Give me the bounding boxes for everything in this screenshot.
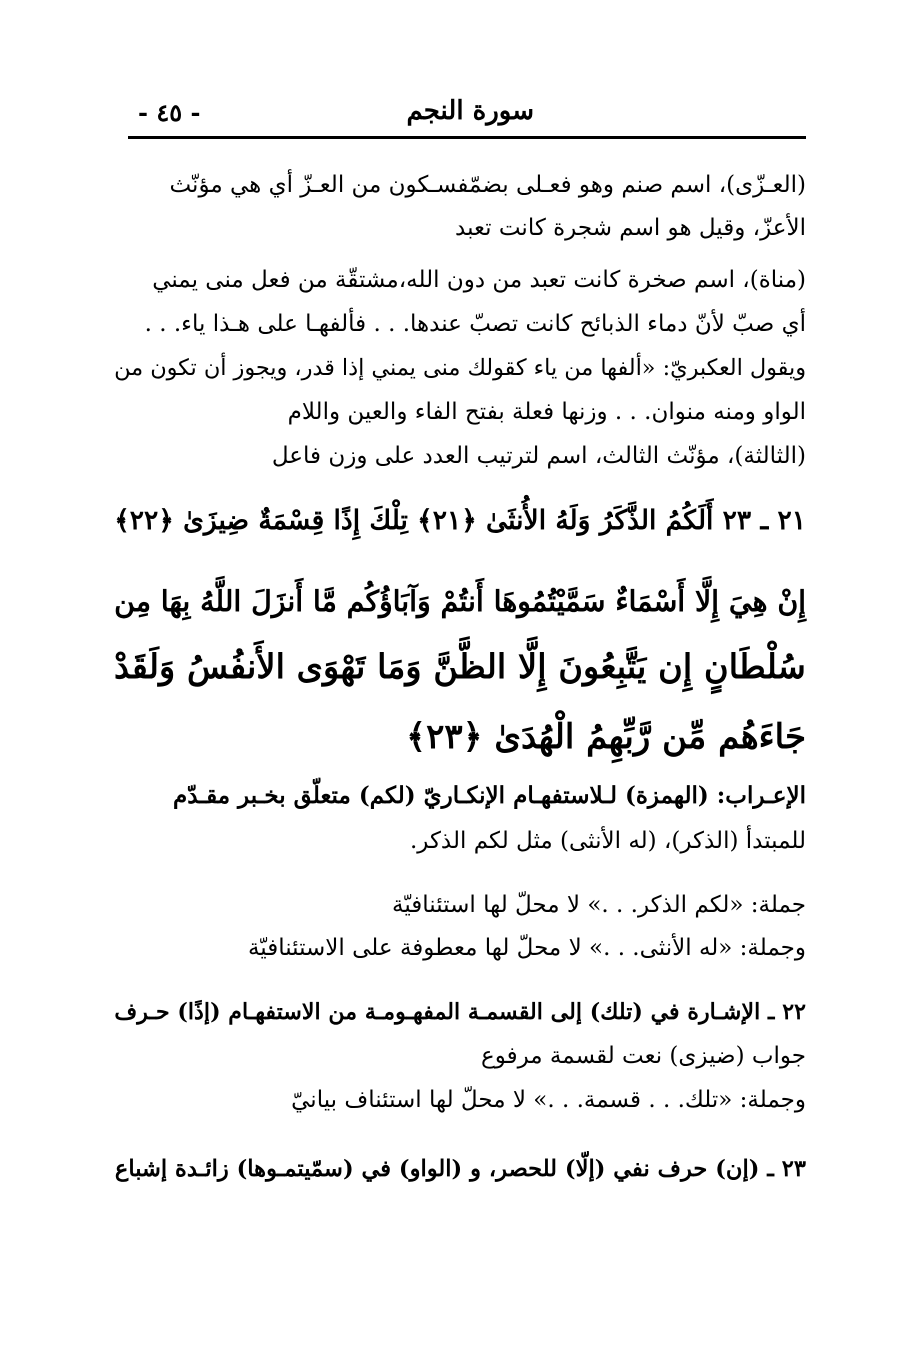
- text-line: ٢٢ ـ الإشـارة في (تلك) إلى القسمـة المفهـومـة من الاستفهـام (إذًا) حـرف: [114, 999, 806, 1025]
- text-line: وجملة: «له الأنثى. . .» لا محلّ لها معطوفة على الاستئنافيّة: [247, 935, 806, 961]
- text-line: للمبتدأ (الذكر)، (له الأنثى) مثل لكم الذكر.: [409, 828, 806, 854]
- text-line: ويقول العكبريّ: «ألفها من ياء كقولك منى يمني إذا قدر، ويجوز أن تكون من: [114, 355, 806, 381]
- surah-title: سورة النجم: [406, 96, 534, 126]
- page-header: [128, 96, 804, 136]
- page-number: - ٤٥ -: [138, 98, 201, 127]
- text-line: الواو ومنه منوان. . . وزنها فعلة بفتح الفاء والعين واللام: [287, 399, 806, 425]
- text-line: جملة: «لكم الذكر. . .» لا محلّ لها استئنافيّة: [392, 892, 806, 918]
- text-line: ٢٣ ـ (إن) حرف نفي (إلّا) للحصر، و (الواو) في (سمّيتمـوها) زائـدة إشباع: [114, 1156, 806, 1182]
- text-line: وجملة: «تلك. . . قسمة. . .» لا محلّ لها استئناف بيانيّ: [291, 1087, 806, 1113]
- text-line: الإعـراب: (الهمزة) لـلاستفهـام الإنكـاريّ (لكم) متعلّق بخـبر مقـدّم: [173, 782, 806, 809]
- text-line: الأعزّ، وقيل هو اسم شجرة كانت تعبد: [455, 215, 806, 241]
- text-line: أي صبّ لأنّ دماء الذبائح كانت تصبّ عندها. . . فألفهـا على هـذا ياء. . .: [144, 311, 806, 337]
- quran-verse-line: سُلْطَانٍ إِن يَتَّبِعُونَ إِلَّا الظَّنَّ وَمَا تَهْوَى الأَنفُسُ وَلَقَدْ: [114, 646, 806, 686]
- text-line: (الثالثة)، مؤنّث الثالث، اسم لترتيب العدد على وزن فاعل: [271, 443, 806, 469]
- quran-verse-line: إِنْ هِيَ إِلَّا أَسْمَاءٌ سَمَّيْتُمُوهَا أَنتُمْ وَآبَاؤُكُم مَّا أَنزَلَ اللَّهُ بِهَا مِن: [114, 584, 806, 618]
- quran-verse-line: ٢١ ـ ٢٣ أَلَكُمُ الذَّكَرُ وَلَهُ الأُنثَىٰ ﴿٢١﴾ تِلْكَ إِذًا قِسْمَةٌ ضِيزَىٰ ﴿٢٢﴾: [114, 505, 806, 536]
- quran-verse-line: جَاءَهُم مِّن رَّبِّهِمُ الْهُدَىٰ ﴿٢٣﴾: [406, 717, 806, 757]
- text-line: (مناة)، اسم صخرة كانت تعبد من دون الله،مشتقّة من فعل منى يمني: [152, 267, 806, 293]
- text-line: جواب (ضيزى) نعت لقسمة مرفوع: [481, 1043, 806, 1069]
- header-rule: [128, 136, 806, 139]
- text-line: (العـزّى)، اسم صنم وهو فعـلى بضمّفسـكون من العـزّ أي هي مؤنّث: [169, 172, 806, 198]
